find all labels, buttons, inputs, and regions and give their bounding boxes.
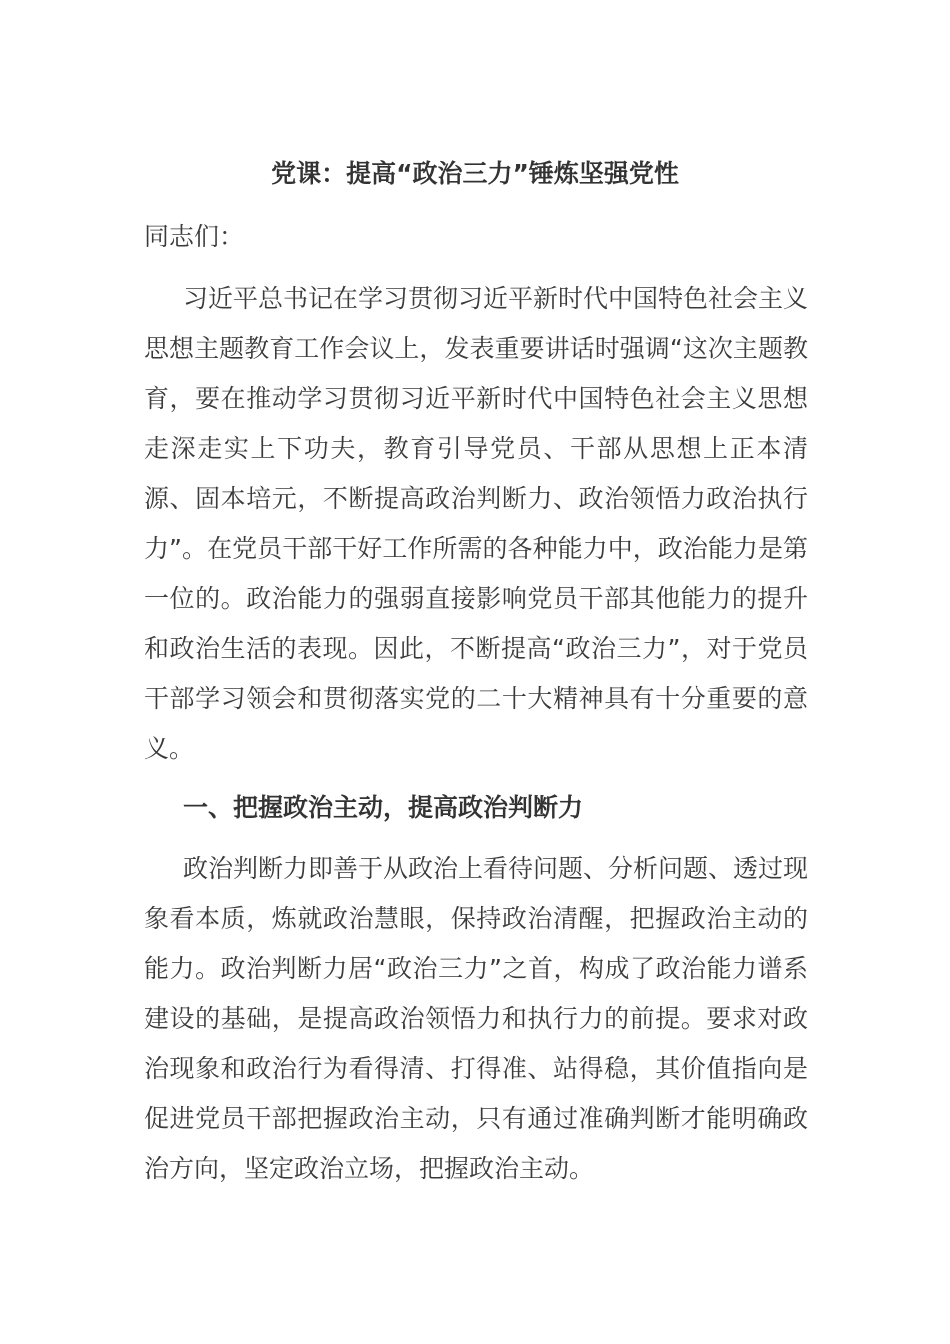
salutation: 同志们： xyxy=(144,222,245,251)
document-title: 党课：提高“政治三力”锤炼坚强党性 xyxy=(271,159,679,188)
paragraph-section-1: 政治判断力即善于从政治上看待问题、分析问题、透过现象看本质，炼就政治慧眼，保持政治清醒，把握政治主动的能力。政治判断力居“政治三力”之首，构成了政治能力谱系建设的基础，是提高政治领悟力和执行力的前提。要求对政治现象和政治行为看得清、打得准、站得稳，其价值指向是促进党员干部把握政治主动，只有通过准确判断才能明确政治方向，坚定政治立场，把握政治主动。 xyxy=(144,854,809,1183)
paragraph-intro: 习近平总书记在学习贯彻习近平新时代中国特色社会主义思想主题教育工作会议上，发表重要讲话时强调“这次主题教育，要在推动学习贯彻习近平新时代中国特色社会主义思想走深走实上下功夫，教育引导党员、干部从思想上正本清源、固本培元，不断提高政治判断力、政治领悟力政治执行力”。在党员干部干好工作所需的各种能力中，政治能力是第一位的。政治能力的强弱直接影响党员干部其他能力的提升和政治生活的表现。因此，不断提高“政治三力”，对于党员干部学习领会和贯彻落实党的二十大精神具有十分重要的意义。 xyxy=(144,284,809,763)
section-heading: 一、把握政治主动，提高政治判断力 xyxy=(183,793,584,822)
